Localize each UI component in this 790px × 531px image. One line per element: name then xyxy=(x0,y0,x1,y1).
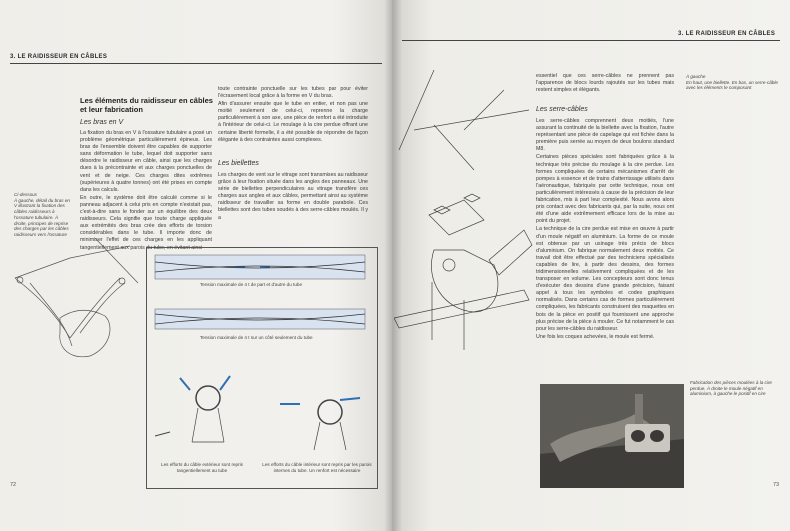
left-side-caption: Ci-dessous À gauche, détail du bras en V illustrant la fixation des câbles raidisseurs à l'ossature tubulaire. À droite, principes de reprise des charges par les câbles raidisseurs vers l'ossature xyxy=(14,192,70,237)
right-page xyxy=(392,0,790,531)
right-top-caption: À gauche En haut, une biellette. En bas, un serre-câble avec les éléments le composant xyxy=(686,74,778,91)
paragraph: Une fois les coques achevées, le moule est fermé. xyxy=(536,333,655,340)
right-column-1 xyxy=(536,118,674,342)
left-header-rule xyxy=(10,63,382,64)
force-caption-outer: Les efforts du câble extérieur sont repris tangentiellement au tube xyxy=(161,462,243,473)
book-gutter xyxy=(384,0,402,531)
left-column-1 xyxy=(80,130,212,253)
paragraph: Afin d'assurer ensuite que le tube en entier, et non pas une moitié seulement de celui-ci, reprenne la charge particulièrement à son axe, une pièce de renfort a été introduite à l'intérieur de celui-ci. Le moulage à la cire perdue offrant une certaine liberté formelle, il a été possible de répondre de façon élégante à des contraintes aussi complexes. xyxy=(218,101,368,143)
paragraph: Les serre-câbles comprennent deux moitiés, l'une assurant la continuité de la biellette avec la fixation, l'autre représentant une pièce de capelage qui est fichée dans la première puis serrée au moyen de deux boulons standard M8. xyxy=(536,118,674,153)
subhead-biellettes: Les biellettes xyxy=(218,160,259,167)
cable-tension-diagrams xyxy=(150,252,375,342)
photo-caption: Fabrication des pièces moulées à la cire perdue. À droite le moule négatif en aluminium, à gauche le positif en cire xyxy=(690,380,772,397)
casting-photo-content xyxy=(540,384,684,488)
cable-clamp-exploded-drawing xyxy=(394,50,534,350)
tension-caption-1: Tension maximale de 4 t de part et d'autre du tube xyxy=(200,282,303,287)
paragraph: Certaines pièces spéciales sont fabriquées grâce à la technique très précise du moulage à la cire perdue. Les formes compliquées de certains mécanismes d'arrêt de pompes à essence et de trains d'atterrissage utilisés dans l'aéronautique, fabriqués par cette technique, nous ont particulièrement intéressés à cause de la précision de leur fabrication, mis à part leur complexité. Nous avons alors pris contact avec des fabricants qui, par la suite, nous ont été d'une aide extrêmement efficace lors de la mise au point du projet. xyxy=(536,154,674,225)
left-column-2b xyxy=(218,172,368,223)
subhead-serre-cables: Les serre-câbles xyxy=(536,106,588,113)
section-title: Les éléments du raidisseur en câbles et leur fabrication xyxy=(80,96,213,114)
left-page-number: 72 xyxy=(10,482,17,488)
left-page xyxy=(0,0,392,531)
right-page-number: 73 xyxy=(773,482,780,488)
left-running-header: 3. LE RAIDISSEUR EN CÂBLES xyxy=(10,54,108,60)
paragraph: En outre, le système doit être calculé comme si le panneau adjacent à celui pris en compte n'existait pas, c'est-à-dire sans le fonder sur un équilibre des deux raidisseurs. Cela signifie que toute charge appliquée aux extrémités des bras crée des efforts de torsion considérables dans le tube. Il importe donc de minimiser l'effet de ces charges en les appliquant tangentiellement aux parois du tube, en évitant ainsi xyxy=(80,194,212,251)
paragraph: La technique de la cire perdue est mise en œuvre à partir d'un moule négatif en aluminium. La forme de ce moule est obtenue par un usinage très précis de blocs d'aluminium. On fabrique normalement deux moitiés. Ce travail doit être effectué par des techniciens spécialisés capables de lire, à partir des dessins, des formes tridimensionnelles relativement compliquées et de les transposer en volume. Les concepteurs sont donc tenus d'exécuter des dessins d'une grande précision, faisant appel à tous les symboles et codes graphiques normalisés. Dans certains cas de formes particulièrement compliquées, les fabricants construisent des maquettes en bois de la pièce en positif qui fournissent une approche plus précise de la pièce à mouler. Ce fut notamment le cas pour les serre-câbles du raidisseur. xyxy=(536,226,674,332)
casting-photo xyxy=(540,384,684,488)
paragraph: Les charges de vent sur le vitrage sont transmises au raidisseur grâce à leur fixation située dans les angles des panneaux. Une série de biellettes perpendiculaires au vitrage transfère ces charges aux angles et aux câbles, permettant ainsi au système raidisseur de travailler sa forme en double parabole. Ces biellettes sont des tubes soudés à des serre-câbles moulés. Il y a xyxy=(218,172,368,221)
paragraph: toute contrainte ponctuelle sur les tubes par pour éviter l'écrasement local grâce à la forme en V du bras. xyxy=(218,86,368,100)
subhead-bras-en-v: Les bras en V xyxy=(80,119,124,126)
force-caption-inner: Les efforts du câble intérieur sont repris par les parois internes du tube. Un renfort est nécessaire xyxy=(262,462,372,473)
left-column-2 xyxy=(218,86,368,145)
v-arm-drawing xyxy=(10,238,140,368)
paragraph: La fixation du bras en V à l'ossature tubulaire a posé un problème géométrique particulièrement épineux. Les bras de l'ensemble doivent être capables de supporter sans déformation le tube, lequel doit supporter sans désordre le raidisseur en câble, ainsi que les charges dues à la précontrainte et aux charges ponctuelles de vent et de neige. Ces charges dites extrêmes (supérieures à quatre tonnes) ont été prises en compte dans les calculs. xyxy=(80,130,212,193)
arm-force-diagrams xyxy=(150,370,375,460)
tension-caption-2: Tension maximale de 4 t sur un côté seulement du tube xyxy=(200,335,313,340)
right-column-top: essentiel que ces serre-câbles ne prennent pas l'apparence de blocs lourds rajoutés sur les tubes mais restent simples et élégants. xyxy=(536,73,674,94)
right-running-header: 3. LE RAIDISSEUR EN CÂBLES xyxy=(678,31,776,37)
right-header-rule xyxy=(402,40,780,41)
